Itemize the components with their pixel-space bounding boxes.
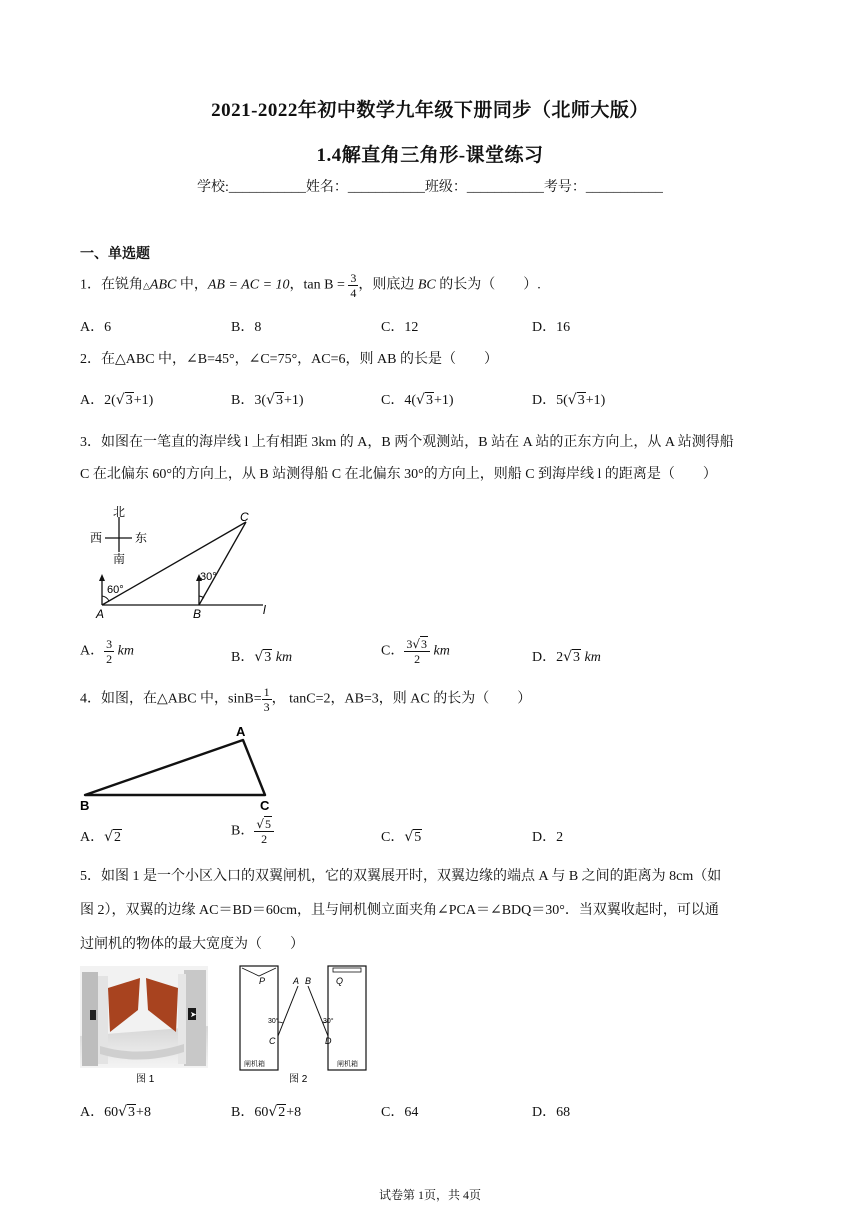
fig2-caption: 图 2 [289, 1074, 308, 1085]
q2-option-d[interactable]: D．5(√3+1) [532, 392, 606, 408]
fig1-caption: 图 1 [136, 1074, 155, 1085]
q5-option-a[interactable]: A．60√3+8 [80, 1104, 151, 1120]
coast-label-l: l [263, 603, 266, 617]
angle-60: 60° [107, 584, 124, 596]
angle-30: 30° [200, 571, 217, 583]
compass-south: 南 [113, 552, 126, 566]
q2-option-b[interactable]: B．3(√3+1) [231, 392, 304, 408]
q5-figure-1 [80, 966, 210, 1086]
q1-equation: AB = AC = 10 [207, 277, 290, 293]
point-a: A [96, 607, 105, 621]
document-title: 2021-2022年初中数学九年级下册同步（北师大版） [211, 100, 649, 121]
q4-option-c[interactable]: C．√5 [381, 829, 422, 845]
point-b: B [193, 607, 202, 621]
q4-point-c: C [260, 798, 270, 812]
q3-figure [80, 500, 280, 626]
q5-figure-2 [232, 962, 372, 1086]
q1-option-b[interactable]: B．8 [231, 320, 262, 335]
point-c: C [240, 510, 249, 524]
q2-option-a[interactable]: A．2(√3+1) [80, 392, 154, 408]
fig2-point-b: B [305, 976, 312, 986]
fig2-point-d: D [325, 1036, 332, 1046]
arrow-glyph: ➤ [190, 1010, 197, 1019]
question-3-line1: 3．如图在一笔直的海岸线 l 上有相距 3km 的 A，B 两个观测站，B 站在 A 站的正东方向上，从 A 站测得船 [80, 435, 734, 450]
question-4: 4．如图，在△ABC 中，sinB= $\frac{1}{3}$ ， tanC=2，AB=3，则 AC 的长为（ ） [80, 685, 532, 714]
q1-tan: ，tan B = [289, 277, 345, 293]
student-info-line: 学校:___________姓名：___________班级：___________考号：___________ [197, 180, 663, 195]
q1-prefix: 1．在锐角 [80, 277, 143, 293]
q1-end: 的长为（ ）. [439, 277, 541, 293]
q1-option-d[interactable]: D．16 [532, 320, 571, 335]
q4-option-a[interactable]: A．√2 [80, 829, 122, 845]
q5-option-d[interactable]: D．68 [532, 1105, 571, 1120]
q3-option-a[interactable]: A． $\frac{3}{2}$ km [80, 637, 134, 666]
question-5-line1: 5．如图 1 是一个小区入口的双翼闸机，它的双翼展开时，双翼边缘的端点 A 与 B 之间的距离为 8cm（如 [80, 869, 722, 884]
fig2-box-right: 闸机箱 [337, 1061, 358, 1068]
question-3-line2: C 在北偏东 60°的方向上，从 B 站测得船 C 在北偏东 30°的方向上，则船 C 到海岸线 l 的距离是（ ） [80, 467, 717, 482]
q5-option-b[interactable]: B．60√2+8 [231, 1104, 302, 1120]
q1-mid: 中， [176, 277, 208, 293]
fig2-point-q: Q [336, 976, 344, 986]
q4-point-a: A [236, 724, 246, 739]
fig2-point-a: A [293, 976, 300, 986]
section-heading: 一、单选题 [80, 247, 150, 262]
fig2-angle-right: 30° [323, 1018, 334, 1025]
q4-figure [78, 722, 278, 812]
fig2-box-left: 闸机箱 [244, 1061, 265, 1068]
compass-west: 西 [90, 531, 103, 545]
document-subtitle: 1.4解直角三角形-课堂练习 [316, 145, 544, 166]
fig2-point-p: P [259, 976, 266, 986]
q1-triangle-symbol: △ [143, 280, 150, 291]
q4-option-d[interactable]: D．2 [532, 830, 564, 845]
q1-option-a[interactable]: A．6 [80, 320, 112, 335]
q4-point-b: B [80, 798, 90, 812]
q1-abc: ABC [149, 277, 177, 293]
question-2: 2．在△ABC 中，∠B=45°，∠C=75°，AC=6，则 AB 的长是（ ） [80, 352, 498, 367]
q3-option-b[interactable]: B．√3 km [231, 649, 293, 665]
q1-bc: BC [417, 277, 436, 293]
q3-option-c[interactable]: C． $\frac{3√3}{2}$ km [381, 637, 450, 666]
fig2-angle-left: 30° [268, 1018, 279, 1025]
q2-option-c[interactable]: C．4(√3+1) [381, 392, 454, 408]
compass-east: 东 [135, 531, 148, 545]
q5-option-c[interactable]: C．64 [381, 1105, 419, 1120]
fig2-point-c: C [269, 1036, 276, 1046]
q1-option-c[interactable]: C．12 [381, 320, 419, 335]
q1-fraction: $\frac{3}{4}$ [350, 271, 357, 300]
q3-option-d[interactable]: D．2√3 km [532, 649, 601, 665]
question-1 [80, 272, 541, 299]
question-5-line2: 图 2），双翼的边缘 AC＝BD＝60cm，且与闸机侧立面夹角∠PCA＝∠BDQ＝30°．当双翼收起时，可以通 [80, 903, 719, 918]
compass-north: 北 [113, 505, 126, 519]
q4-option-b[interactable]: B． $\frac{√5}{2}$ [231, 818, 274, 845]
question-5-line3: 过闸机的物体的最大宽度为（ ） [80, 937, 304, 952]
page-footer: 试卷第 1页，共 4页 [378, 1188, 481, 1202]
q1-post: ，则底边 [358, 277, 415, 293]
